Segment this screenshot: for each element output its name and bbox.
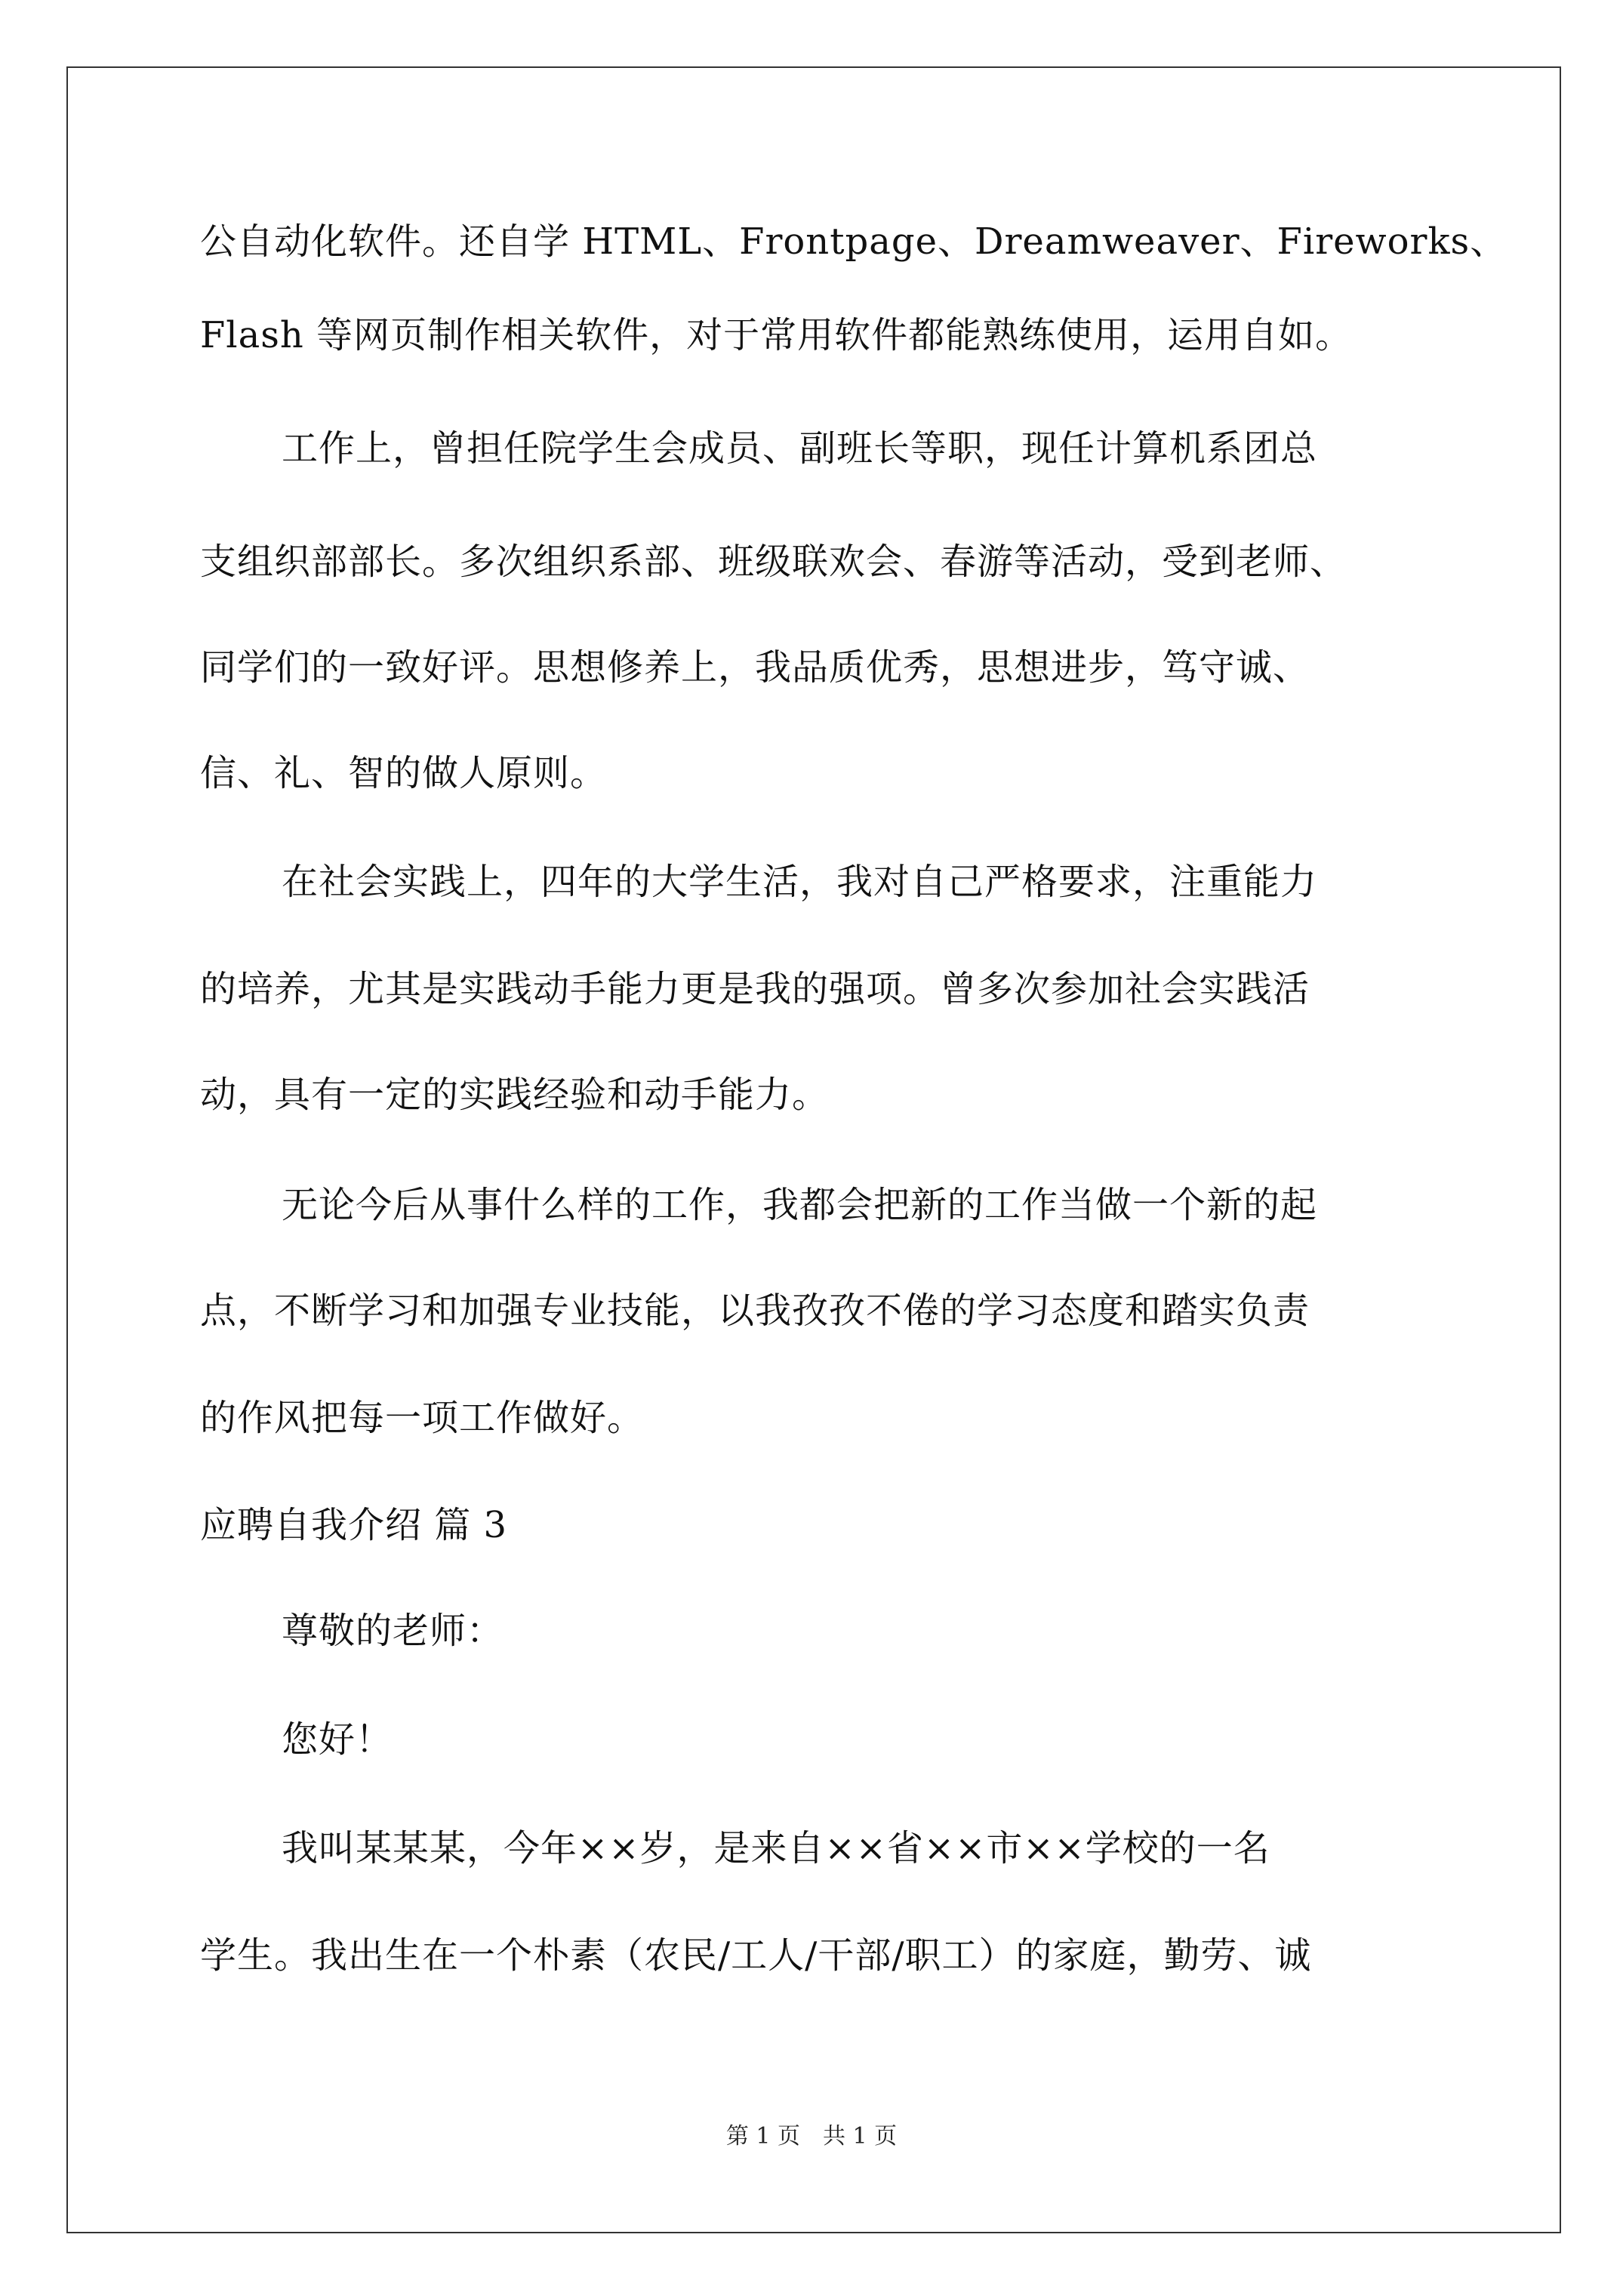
salutation: 尊敬的老师： [282,1610,504,1652]
paragraph-line: 工作上，曾担任院学生会成员、副班长等职，现任计算机系团总 [282,427,1318,470]
paragraph-line: 信、礼、智的做人原则。 [200,752,608,794]
paragraph-line: 支组织部部长。多次组织系部、班级联欢会、春游等活动，受到老师、 [200,541,1347,583]
paragraph-line: 我叫某某某，今年××岁，是来自××省××市××学校的一名 [282,1827,1270,1869]
paragraph-line: 点，不断学习和加强专业技能，以我孜孜不倦的学习态度和踏实负责 [200,1290,1310,1332]
paragraph-line: 在社会实践上，四年的大学生活，我对自己严格要求，注重能力 [282,861,1318,903]
paragraph-line: 的培养，尤其是实践动手能力更是我的强项。曾多次参加社会实践活 [200,968,1310,1010]
page-frame [66,66,1561,2233]
paragraph-line: 动，具有一定的实践经验和动手能力。 [200,1074,830,1116]
section-heading: 应聘自我介绍 篇 3 [200,1504,508,1546]
paragraph-line: 的作风把每一项工作做好。 [200,1397,645,1439]
paragraph-line: 公自动化软件。还自学 HTML、Frontpage、Dreamweaver、Fireworks、 [200,220,1508,263]
paragraph-line: 学生。我出生在一个朴素（农民/工人/干部/职工）的家庭，勤劳、诚 [200,1934,1312,1977]
paragraph-line: Flash 等网页制作相关软件，对于常用软件都能熟练使用，运用自如。 [200,314,1353,356]
page-footer: 第 1 页 共 1 页 [725,2123,898,2150]
greeting: 您好！ [282,1718,393,1761]
paragraph-line: 无论今后从事什么样的工作，我都会把新的工作当做一个新的起 [282,1184,1318,1226]
paragraph-line: 同学们的一致好评。思想修养上，我品质优秀，思想进步，笃守诚、 [200,646,1310,689]
